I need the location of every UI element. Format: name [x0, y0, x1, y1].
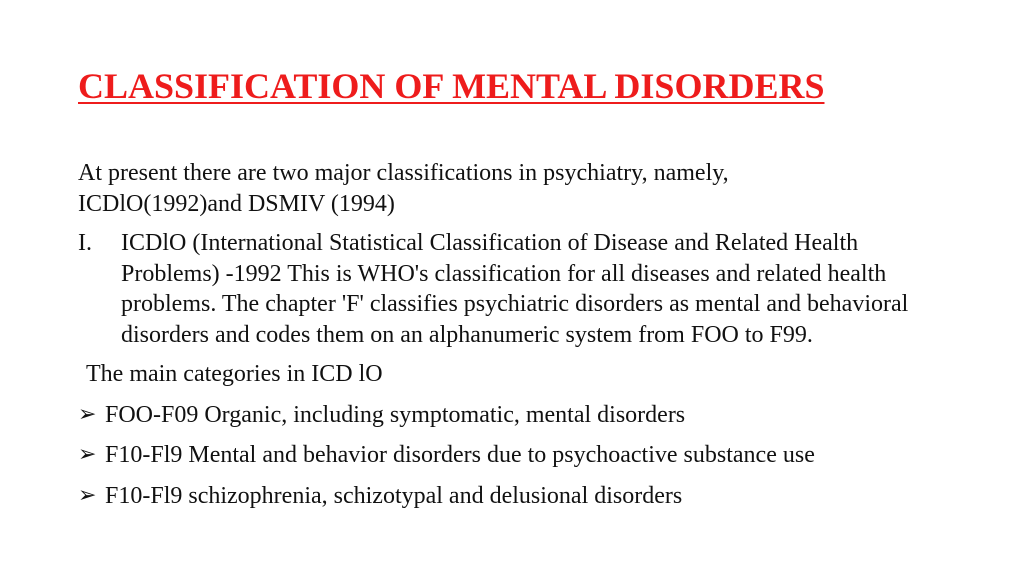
slide-body	[78, 158, 958, 521]
intro-paragraph	[78, 158, 958, 219]
slide-title: CLASSIFICATION OF MENTAL DISORDERS	[78, 66, 825, 106]
bullet-text: F10-Fl9 Mental and behavior disorders due to psychoactive substance use	[105, 442, 815, 468]
numbered-item-marker: I.	[78, 230, 92, 256]
categories-heading: The main categories in ICD lO	[86, 361, 383, 387]
numbered-item-1	[78, 228, 958, 350]
numbered-item-text: ICDlO (International Statistical Classification of Disease and Related Health Problems) -1992 This is WHO's classification for all diseases and related health problems. The chapter 'F' classifies psychiatric disorders as mental and behavioral disorders and codes them on an alphanumeric system from FOO to F99.	[121, 230, 909, 348]
bullet-item-1	[78, 400, 958, 431]
arrow-bullet-icon: ➢	[78, 401, 97, 427]
bullet-item-2	[78, 440, 958, 471]
intro-line-2: ICDlO(1992)and DSMIV (1994)	[78, 190, 395, 217]
bullet-item-3	[78, 481, 958, 512]
arrow-bullet-icon: ➢	[78, 482, 97, 508]
bullet-text: F10-Fl9 schizophrenia, schizotypal and delusional disorders	[105, 482, 683, 509]
arrow-bullet-icon: ➢	[78, 442, 97, 467]
intro-line-1: At present there are two major classifications in psychiatry, namely,	[78, 160, 729, 186]
bullet-text: FOO-F09 Organic, including symptomatic, mental disorders	[105, 401, 686, 428]
